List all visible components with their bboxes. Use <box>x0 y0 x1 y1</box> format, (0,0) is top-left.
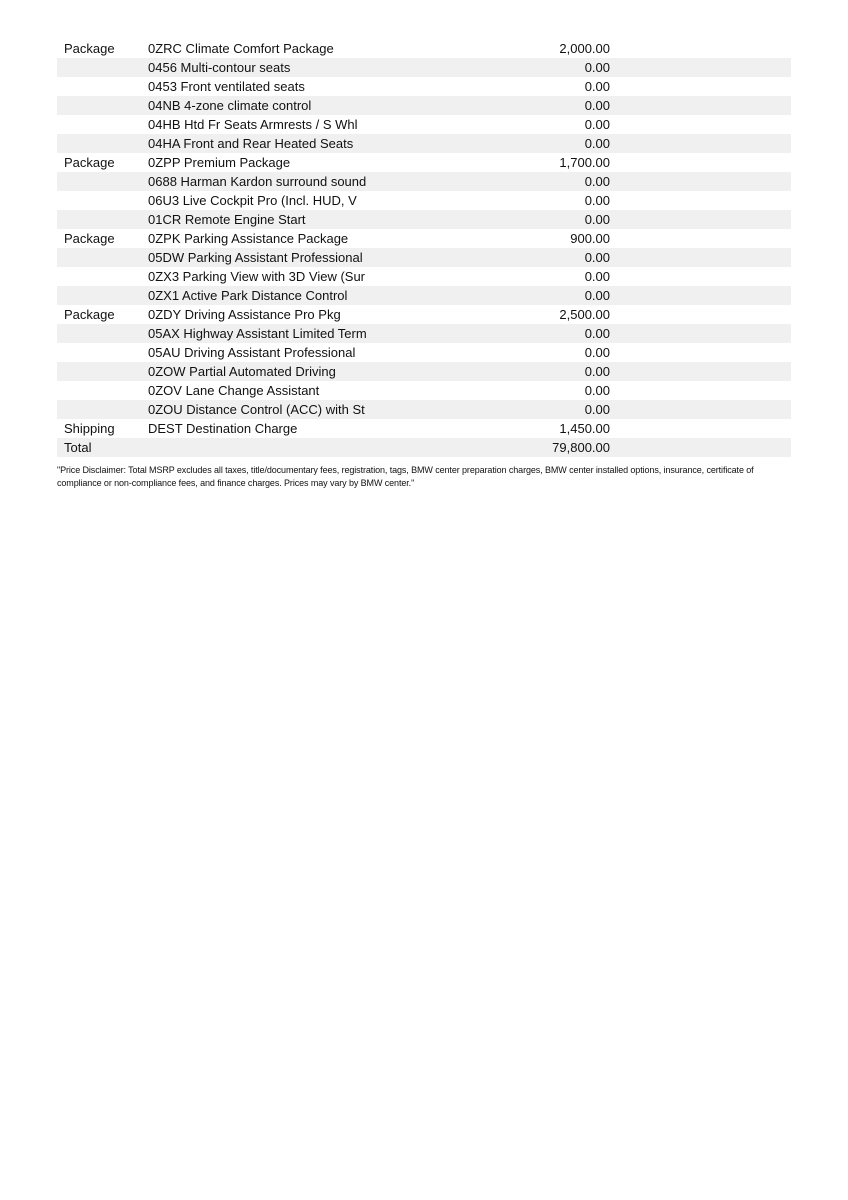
row-spacer <box>610 153 791 172</box>
row-type <box>57 172 148 191</box>
row-item: 05DW Parking Assistant Professional <box>148 250 363 265</box>
pricing-table <box>57 39 791 457</box>
row-spacer <box>610 419 791 438</box>
row-type <box>57 96 148 115</box>
table-row <box>57 305 791 324</box>
row-spacer <box>610 324 791 343</box>
row-spacer <box>610 362 791 381</box>
row-spacer <box>610 77 791 96</box>
row-price: 0.00 <box>584 98 610 113</box>
table-row <box>57 438 791 457</box>
row-price: 0.00 <box>584 383 610 398</box>
row-item: 0ZOV Lane Change Assistant <box>148 383 320 398</box>
row-item: 04HA Front and Rear Heated Seats <box>148 136 354 151</box>
row-price: 0.00 <box>584 136 610 151</box>
table-row <box>57 381 791 400</box>
table-row <box>57 58 791 77</box>
row-spacer <box>610 134 791 153</box>
row-price: 2,500.00 <box>559 307 610 322</box>
row-type <box>57 324 148 343</box>
row-spacer <box>610 115 791 134</box>
table-row <box>57 39 791 58</box>
table-row <box>57 210 791 229</box>
row-price: 900.00 <box>570 231 610 246</box>
row-price: 2,000.00 <box>559 41 610 56</box>
row-item: 0ZRC Climate Comfort Package <box>148 41 334 56</box>
row-spacer <box>610 96 791 115</box>
price-disclaimer: "Price Disclaimer: Total MSRP excludes all taxes, title/documentary fees, registration, tags, BMW center preparation charges, BMW center installed options, insurance, certificate of compliance or non-compliance fees, and finance charges. Prices may vary by BMW center." <box>57 465 754 488</box>
row-type: Shipping <box>64 421 115 436</box>
row-price: 0.00 <box>584 117 610 132</box>
row-spacer <box>610 267 791 286</box>
table-row <box>57 286 791 305</box>
row-price: 0.00 <box>584 269 610 284</box>
row-type: Package <box>64 307 115 322</box>
row-type: Total <box>64 440 92 455</box>
row-type <box>57 115 148 134</box>
row-item: 0688 Harman Kardon surround sound <box>148 174 367 189</box>
table-row <box>57 362 791 381</box>
row-item: 0ZOW Partial Automated Driving <box>148 364 336 379</box>
row-type: Package <box>64 155 115 170</box>
table-row <box>57 267 791 286</box>
row-item: 06U3 Live Cockpit Pro (Incl. HUD, V <box>148 193 357 208</box>
table-row <box>57 134 791 153</box>
row-item: 0ZPK Parking Assistance Package <box>148 231 349 246</box>
row-spacer <box>610 305 791 324</box>
row-item <box>148 438 478 457</box>
row-type <box>57 191 148 210</box>
row-price: 0.00 <box>584 60 610 75</box>
row-item: 0453 Front ventilated seats <box>148 79 305 94</box>
row-spacer <box>610 381 791 400</box>
row-price: 0.00 <box>584 79 610 94</box>
table-row <box>57 96 791 115</box>
row-type: Package <box>64 231 115 246</box>
table-row <box>57 343 791 362</box>
row-spacer <box>610 58 791 77</box>
table-row <box>57 153 791 172</box>
row-type <box>57 134 148 153</box>
row-price: 0.00 <box>584 288 610 303</box>
table-row <box>57 191 791 210</box>
row-item: 0ZOU Distance Control (ACC) with St <box>148 402 365 417</box>
row-spacer <box>610 39 791 58</box>
row-item: DEST Destination Charge <box>148 421 298 436</box>
row-price: 0.00 <box>584 193 610 208</box>
row-spacer <box>610 172 791 191</box>
row-item: 04HB Htd Fr Seats Armrests / S Whl <box>148 117 358 132</box>
row-type <box>57 343 148 362</box>
table-row <box>57 115 791 134</box>
row-price: 1,450.00 <box>559 421 610 436</box>
row-item: 0ZDY Driving Assistance Pro Pkg <box>148 307 341 322</box>
row-spacer <box>610 248 791 267</box>
table-row <box>57 419 791 438</box>
table-row <box>57 229 791 248</box>
row-type <box>57 58 148 77</box>
row-item: 0ZPP Premium Package <box>148 155 291 170</box>
row-spacer <box>610 286 791 305</box>
row-type <box>57 77 148 96</box>
table-row <box>57 324 791 343</box>
row-type: Package <box>64 41 115 56</box>
row-item: 01CR Remote Engine Start <box>148 212 306 227</box>
table-row <box>57 248 791 267</box>
row-price: 0.00 <box>584 212 610 227</box>
row-type <box>57 400 148 419</box>
row-type <box>57 210 148 229</box>
row-price: 0.00 <box>584 345 610 360</box>
row-spacer <box>610 343 791 362</box>
row-price: 0.00 <box>584 250 610 265</box>
row-spacer <box>610 210 791 229</box>
row-type <box>57 286 148 305</box>
row-spacer <box>610 191 791 210</box>
row-price: 79,800.00 <box>552 440 610 455</box>
row-spacer <box>610 400 791 419</box>
row-item: 05AU Driving Assistant Professional <box>148 345 356 360</box>
row-item: 0ZX1 Active Park Distance Control <box>148 288 348 303</box>
row-item: 0ZX3 Parking View with 3D View (Sur <box>148 269 366 284</box>
row-price: 0.00 <box>584 364 610 379</box>
table-row <box>57 400 791 419</box>
row-type <box>57 267 148 286</box>
row-type <box>57 381 148 400</box>
row-type <box>57 362 148 381</box>
row-item: 04NB 4-zone climate control <box>148 98 312 113</box>
row-type <box>57 248 148 267</box>
table-row <box>57 77 791 96</box>
table-row <box>57 172 791 191</box>
row-price: 0.00 <box>584 174 610 189</box>
row-spacer <box>610 438 791 457</box>
row-price: 1,700.00 <box>559 155 610 170</box>
row-item: 05AX Highway Assistant Limited Term <box>148 326 367 341</box>
row-spacer <box>610 229 791 248</box>
row-price: 0.00 <box>584 326 610 341</box>
row-price: 0.00 <box>584 402 610 417</box>
row-item: 0456 Multi-contour seats <box>148 60 291 75</box>
